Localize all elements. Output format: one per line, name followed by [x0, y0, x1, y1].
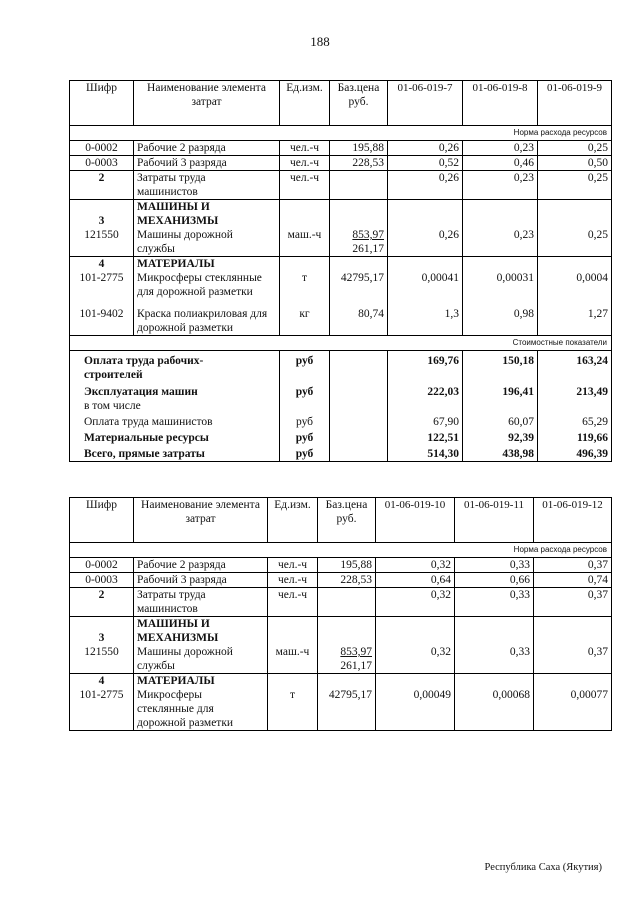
row-name-line: Краска полиакриловая для [137, 308, 268, 320]
row-value-3: 0,50 [538, 156, 612, 171]
header-name: Наименование элемента затрат [134, 498, 268, 543]
cost-row [70, 429, 612, 445]
row-value-1: 0,26 [388, 228, 463, 257]
row-name-line: дорожной разметки [137, 717, 234, 729]
norm-row [70, 126, 612, 141]
row-name [134, 688, 268, 731]
row-price: 195,88 [330, 141, 388, 156]
resource-table-1 [69, 80, 612, 462]
group-name-line: МАШИНЫ И [137, 618, 210, 630]
group-value-2 [455, 674, 534, 689]
table-row [70, 271, 612, 299]
row-unit: чел.-ч [268, 573, 318, 588]
row-value-3: 0,37 [534, 558, 612, 573]
row-value-1: 0,26 [388, 171, 463, 200]
row-price-line: 853,97 [340, 646, 372, 658]
row-name-line: машинистов [137, 186, 198, 198]
row-code: 2 [70, 588, 134, 617]
table-row [70, 558, 612, 573]
cost-name-line: Оплата труда рабочих- [84, 355, 204, 367]
table-row [70, 141, 612, 156]
row-value-2: 0,98 [463, 299, 538, 336]
cost-value-1: 222,03 [388, 382, 463, 413]
row-name-line: Затраты труда [137, 589, 206, 601]
header-col-3: 01-06-019-12 [534, 498, 612, 543]
group-unit [280, 257, 330, 272]
group-unit [268, 617, 318, 646]
row-value-3: 0,0004 [538, 271, 612, 299]
row-name: Рабочие 2 разряда [134, 141, 280, 156]
header-col-1: 01-06-019-10 [376, 498, 455, 543]
cost-price [330, 445, 388, 462]
table-row [70, 156, 612, 171]
cost-value-1: 169,76 [388, 351, 463, 383]
group-value-2 [463, 200, 538, 229]
row-price-line: 853,97 [352, 229, 384, 241]
header-unit: Ед.изм. [280, 81, 330, 126]
norm-label: Норма расхода ресурсов [70, 543, 612, 558]
row-value-2: 0,33 [455, 558, 534, 573]
cost-unit: руб [280, 429, 330, 445]
row-value-2: 0,66 [455, 573, 534, 588]
row-unit: маш.-ч [268, 645, 318, 674]
row-value-3: 0,74 [534, 573, 612, 588]
header-col-3: 01-06-019-9 [538, 81, 612, 126]
cost-unit: руб [280, 413, 330, 429]
row-value-2: 0,33 [455, 588, 534, 617]
group-row-materials [70, 674, 612, 689]
row-value-3: 1,27 [538, 299, 612, 336]
row-price [318, 588, 376, 617]
group-value-3 [534, 674, 612, 689]
cost-name [70, 382, 280, 413]
row-price: 228,53 [330, 156, 388, 171]
row-name [134, 171, 280, 200]
row-value-3: 0,37 [534, 645, 612, 674]
row-code: 0-0002 [70, 141, 134, 156]
footer-region: Республика Саха (Якутия) [484, 862, 602, 873]
row-name-line: Микросферы стеклянные [137, 272, 262, 284]
row-value-2: 0,23 [463, 171, 538, 200]
row-name-line: Затраты труда [137, 172, 206, 184]
group-unit [280, 200, 330, 229]
row-name-line: машинистов [137, 603, 198, 615]
row-code: 121550 [70, 645, 134, 674]
group-price [330, 200, 388, 229]
row-name-line: службы [137, 243, 175, 255]
group-value-1 [376, 617, 455, 646]
group-name: МАТЕРИАЛЫ [134, 674, 268, 689]
row-value-2: 0,46 [463, 156, 538, 171]
row-value-3: 0,25 [538, 228, 612, 257]
cost-value-3: 163,24 [538, 351, 612, 383]
row-value-2: 0,23 [463, 228, 538, 257]
header-code: Шифр [70, 498, 134, 543]
cost-value-3: 119,66 [538, 429, 612, 445]
row-name: Рабочий 3 разряда [134, 573, 268, 588]
row-value-2: 0,23 [463, 141, 538, 156]
header-code: Шифр [70, 81, 134, 126]
cost-name: Материальные ресурсы [70, 429, 280, 445]
cost-value-1: 122,51 [388, 429, 463, 445]
cost-price [330, 351, 388, 383]
cost-value-3: 65,29 [538, 413, 612, 429]
row-name: Рабочие 2 разряда [134, 558, 268, 573]
row-code: 0-0003 [70, 573, 134, 588]
table-row [70, 171, 612, 200]
header-unit: Ед.изм. [268, 498, 318, 543]
group-unit [268, 674, 318, 689]
row-price [318, 645, 376, 674]
group-price [318, 617, 376, 646]
group-value-3 [534, 617, 612, 646]
cost-value-2: 438,98 [463, 445, 538, 462]
row-value-1: 0,00041 [388, 271, 463, 299]
cost-label-row [70, 336, 612, 351]
row-unit: чел.-ч [280, 141, 330, 156]
row-unit: т [280, 271, 330, 299]
group-name [134, 617, 268, 646]
row-unit: чел.-ч [280, 156, 330, 171]
row-name-line: для дорожной разметки [137, 286, 253, 298]
header-col-2: 01-06-019-8 [463, 81, 538, 126]
group-code: 4 [70, 674, 134, 689]
row-code: 0-0003 [70, 156, 134, 171]
group-row-machines [70, 617, 612, 646]
row-code: 0-0002 [70, 558, 134, 573]
page-number: 188 [310, 34, 330, 49]
group-value-1 [388, 200, 463, 229]
group-row-materials [70, 257, 612, 272]
cost-name-line: в том числе [84, 400, 141, 412]
cost-unit: руб [280, 445, 330, 462]
cost-value-3: 496,39 [538, 445, 612, 462]
cost-unit: руб [280, 351, 330, 383]
row-code: 101-2775 [70, 688, 134, 731]
cost-value-3: 213,49 [538, 382, 612, 413]
group-value-1 [388, 257, 463, 272]
cost-value-1: 67,90 [388, 413, 463, 429]
group-code: 3 [70, 200, 134, 229]
norm-row [70, 543, 612, 558]
row-code: 2 [70, 171, 134, 200]
group-row-machines [70, 200, 612, 229]
cost-name-line: строителей [84, 369, 143, 381]
cost-value-1: 514,30 [388, 445, 463, 462]
row-value-3: 0,00077 [534, 688, 612, 731]
row-price: 228,53 [318, 573, 376, 588]
group-value-2 [455, 617, 534, 646]
row-code: 101-9402 [70, 299, 134, 336]
row-value-1: 0,26 [388, 141, 463, 156]
row-price [330, 228, 388, 257]
row-price: 42795,17 [318, 688, 376, 731]
row-unit: кг [280, 299, 330, 336]
row-unit: чел.-ч [268, 588, 318, 617]
row-name [134, 588, 268, 617]
row-value-3: 0,25 [538, 171, 612, 200]
cost-row-total [70, 445, 612, 462]
cost-row [70, 351, 612, 383]
row-value-2: 0,00068 [455, 688, 534, 731]
group-name-line: МЕХАНИЗМЫ [137, 632, 219, 644]
cost-value-2: 196,41 [463, 382, 538, 413]
row-value-1: 1,3 [388, 299, 463, 336]
row-price: 42795,17 [330, 271, 388, 299]
header-col-2: 01-06-019-11 [455, 498, 534, 543]
group-price [318, 674, 376, 689]
cost-label: Стоимостные показатели [70, 336, 612, 351]
row-value-1: 0,64 [376, 573, 455, 588]
cost-name: Оплата труда машинистов [70, 413, 280, 429]
row-name-line: дорожной разметки [137, 322, 234, 334]
row-value-1: 0,32 [376, 645, 455, 674]
group-value-3 [538, 257, 612, 272]
table-row [70, 573, 612, 588]
row-price-line: 261,17 [352, 243, 384, 255]
group-price [330, 257, 388, 272]
cost-value-2: 92,39 [463, 429, 538, 445]
group-value-1 [376, 674, 455, 689]
cost-price [330, 429, 388, 445]
group-name: МАТЕРИАЛЫ [134, 257, 280, 272]
row-unit: т [268, 688, 318, 731]
row-code: 101-2775 [70, 271, 134, 299]
group-name-line: МАШИНЫ И [137, 201, 210, 213]
row-name [134, 271, 280, 299]
table-row [70, 299, 612, 336]
header-price: Баз.цена руб. [330, 81, 388, 126]
cost-row [70, 413, 612, 429]
cost-value-2: 150,18 [463, 351, 538, 383]
row-price: 80,74 [330, 299, 388, 336]
row-price [330, 171, 388, 200]
row-value-2: 0,33 [455, 645, 534, 674]
row-name-line: Машины дорожной [137, 229, 233, 241]
cost-name-line: Эксплуатация машин [84, 386, 198, 398]
row-code: 121550 [70, 228, 134, 257]
row-value-1: 0,00049 [376, 688, 455, 731]
row-value-1: 0,32 [376, 558, 455, 573]
cost-price [330, 382, 388, 413]
row-name [134, 299, 280, 336]
row-unit: чел.-ч [280, 171, 330, 200]
table-row [70, 228, 612, 257]
cost-unit: руб [280, 382, 330, 413]
resource-table-2 [69, 497, 612, 731]
row-value-3: 0,25 [538, 141, 612, 156]
table-header-row [70, 498, 612, 543]
row-value-3: 0,37 [534, 588, 612, 617]
table-header-row [70, 81, 612, 126]
cost-row [70, 382, 612, 413]
row-name-line: Микросферы [137, 689, 203, 701]
row-name [134, 228, 280, 257]
norm-label: Норма расхода ресурсов [70, 126, 612, 141]
row-value-1: 0,52 [388, 156, 463, 171]
row-value-1: 0,32 [376, 588, 455, 617]
group-code: 4 [70, 257, 134, 272]
row-name [134, 645, 268, 674]
cost-name: Всего, прямые затраты [70, 445, 280, 462]
table-row [70, 688, 612, 731]
row-name-line: Машины дорожной [137, 646, 233, 658]
group-value-3 [538, 200, 612, 229]
row-price-line: 261,17 [340, 660, 372, 672]
row-name-line: службы [137, 660, 175, 672]
group-name [134, 200, 280, 229]
group-code: 3 [70, 617, 134, 646]
row-unit: маш.-ч [280, 228, 330, 257]
row-value-2: 0,00031 [463, 271, 538, 299]
group-value-2 [463, 257, 538, 272]
group-name-line: МЕХАНИЗМЫ [137, 215, 219, 227]
table-row [70, 588, 612, 617]
row-price: 195,88 [318, 558, 376, 573]
header-col-1: 01-06-019-7 [388, 81, 463, 126]
header-price: Баз.цена руб. [318, 498, 376, 543]
cost-price [330, 413, 388, 429]
row-unit: чел.-ч [268, 558, 318, 573]
table-row [70, 645, 612, 674]
header-name: Наименование элемента затрат [134, 81, 280, 126]
row-name-line: стеклянные для [137, 703, 214, 715]
cost-value-2: 60,07 [463, 413, 538, 429]
row-name: Рабочий 3 разряда [134, 156, 280, 171]
cost-name [70, 351, 280, 383]
